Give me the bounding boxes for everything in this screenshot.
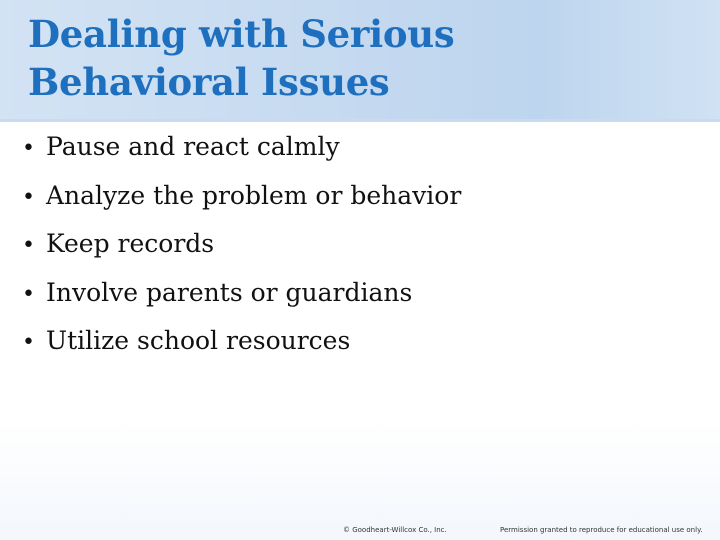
- bullet-item: [22, 173, 461, 222]
- slide-title: [28, 10, 454, 106]
- bullet-item: [22, 124, 461, 173]
- bullet-icon: •: [22, 136, 35, 161]
- bullet-text: Analyze the problem or behavior: [46, 180, 462, 210]
- title-line-1: Dealing with Serious: [28, 12, 455, 56]
- bullet-text: Utilize school resources: [46, 326, 351, 356]
- bullet-list: [22, 124, 461, 367]
- bullet-text: Involve parents or guardians: [46, 277, 413, 307]
- title-line-2: Behavioral Issues: [28, 60, 390, 104]
- footer-copyright: © Goodheart-Willcox Co., Inc.: [343, 526, 447, 534]
- bullet-item: [22, 270, 461, 319]
- bullet-text: Keep records: [46, 229, 215, 259]
- footer-permission: Permission granted to reproduce for educational use only.: [500, 526, 703, 534]
- bullet-item: [22, 318, 461, 367]
- bullet-text: Pause and react calmly: [46, 132, 340, 161]
- bullet-icon: •: [22, 281, 35, 307]
- bullet-icon: •: [22, 330, 35, 356]
- bullet-icon: •: [22, 184, 35, 210]
- bullet-item: [22, 221, 461, 270]
- bullet-icon: •: [22, 233, 35, 259]
